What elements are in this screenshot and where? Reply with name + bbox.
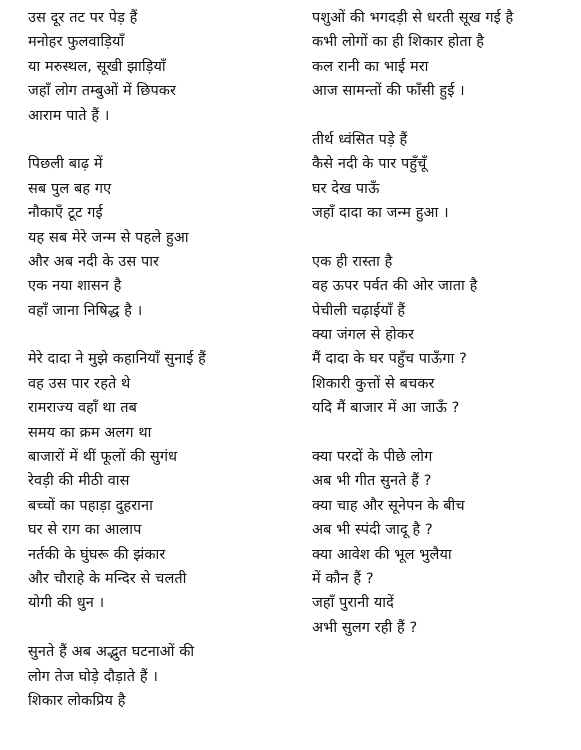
poem-line: सुनते हैं अब अद्भुत घटनाओं की	[28, 644, 195, 661]
poem-line: क्या परदों के पीछे लोग	[312, 449, 433, 466]
poem-line: आज सामन्तों की फाँसी हुई ।	[312, 83, 465, 100]
poem-line: क्या आवेश की भूल भुलैया	[312, 546, 452, 563]
poem-line: लोग तेज घोड़े दौड़ाते हैं ।	[28, 668, 158, 685]
poem-line: अब भी स्पंदी जादू है ?	[312, 522, 433, 539]
stanza-gap	[28, 128, 290, 152]
poem-line: मैं दादा के घर पहुँच पाऊँगा ?	[312, 351, 467, 368]
poem-line: यह सब मेरे जन्म से पहले हुआ	[28, 229, 189, 246]
stanza-gap	[312, 421, 574, 445]
poem-line: पशुओं की भगदड़ी से धरती सूख गई है	[312, 10, 514, 26]
stanza	[312, 6, 574, 104]
stanza-gap	[312, 104, 574, 128]
stanza	[312, 250, 574, 421]
stanza	[28, 347, 290, 615]
poem-line: क्या चाह और सूनेपन के बीच	[312, 497, 465, 514]
poem-line: जहाँ लोग तम्बुओं में छिपकर	[28, 83, 177, 100]
poem-line: उस दूर तट पर पेड़ हैं	[28, 10, 138, 26]
poem-line: कैसे नदी के पार पहुँचूँ	[312, 156, 427, 173]
poem-line: घर से राग का आलाप	[28, 522, 142, 539]
poem-line: घर देख पाऊँ	[312, 180, 380, 197]
poem-line: जहाँ दादा का जन्म हुआ ।	[312, 205, 449, 222]
poem-line: शिकारी कुत्तों से बचकर	[312, 375, 435, 392]
stanza	[312, 445, 574, 640]
left-column	[28, 6, 290, 713]
poem-line: क्या जंगल से होकर	[312, 327, 415, 344]
stanza	[28, 640, 290, 713]
stanza-gap	[28, 323, 290, 347]
poem-line: अभी सुलग रही हैं ?	[312, 619, 418, 636]
poem-line: और चौराहे के मन्दिर से चलती	[28, 570, 187, 587]
poem-line: एक नया शासन है	[28, 278, 122, 295]
poem-line: नौकाएँ टूट गई	[28, 205, 103, 222]
stanza	[28, 152, 290, 323]
poem-line: सब पुल बह गए	[28, 180, 112, 197]
stanza	[28, 6, 290, 128]
poem-line: मेरे दादा ने मुझे कहानियाँ सुनाई हैं	[28, 351, 206, 368]
poem-line: आराम पाते हैं ।	[28, 107, 110, 124]
poem-line: और अब नदी के उस पार	[28, 253, 160, 270]
stanza-gap	[28, 616, 290, 640]
poem-line: कल रानी का भाई मरा	[312, 58, 429, 75]
right-column	[312, 6, 574, 640]
poem-line: बाजारों में थीं फूलों की सुगंध	[28, 449, 178, 466]
poem-line: वहाँ जाना निषिद्ध है ।	[28, 302, 143, 319]
poem-line: जहाँ पुरानी यादें	[312, 595, 394, 612]
poem-line: कभी लोगों का ही शिकार होता है	[312, 34, 485, 51]
poem-line: में कौन हैं ?	[312, 570, 374, 587]
stanza	[312, 128, 574, 226]
poem-line: अब भी गीत सुनते हैं ?	[312, 473, 432, 490]
poem-line: यदि मैं बाजार में आ जाऊँ ?	[312, 400, 460, 417]
stanza-gap	[312, 226, 574, 250]
poem-line: पेचीली चढ़ाईयाँ हैं	[312, 302, 406, 319]
poem-line: एक ही रास्ता है	[312, 253, 393, 270]
poem-line: नर्तकी के घुंघरू की झंकार	[28, 546, 166, 563]
poem-line: वह ऊपर पर्वत की ओर जाता है	[312, 278, 478, 295]
poem-line: रेवड़ी की मीठी वास	[28, 473, 130, 490]
poem-line: वह उस पार रहते थे	[28, 375, 131, 392]
poem-line: समय का क्रम अलग था	[28, 424, 152, 441]
poem-line: योगी की धुन ।	[28, 595, 105, 612]
poem-line: शिकार लोकप्रिय है	[28, 692, 126, 709]
poem-line: पिछली बाढ़ में	[28, 156, 103, 173]
poem-line: तीर्थ ध्वंसित पड़े हैं	[312, 131, 408, 148]
poem-line: या मरुस्थल, सूखी झाड़ियाँ	[28, 58, 166, 75]
poem-line: बच्चों का पहाड़ा दुहराना	[28, 497, 153, 514]
poem-line: मनोहर फुलवाड़ियाँ	[28, 34, 125, 51]
poem-line: रामराज्य वहाँ था तब	[28, 400, 137, 417]
